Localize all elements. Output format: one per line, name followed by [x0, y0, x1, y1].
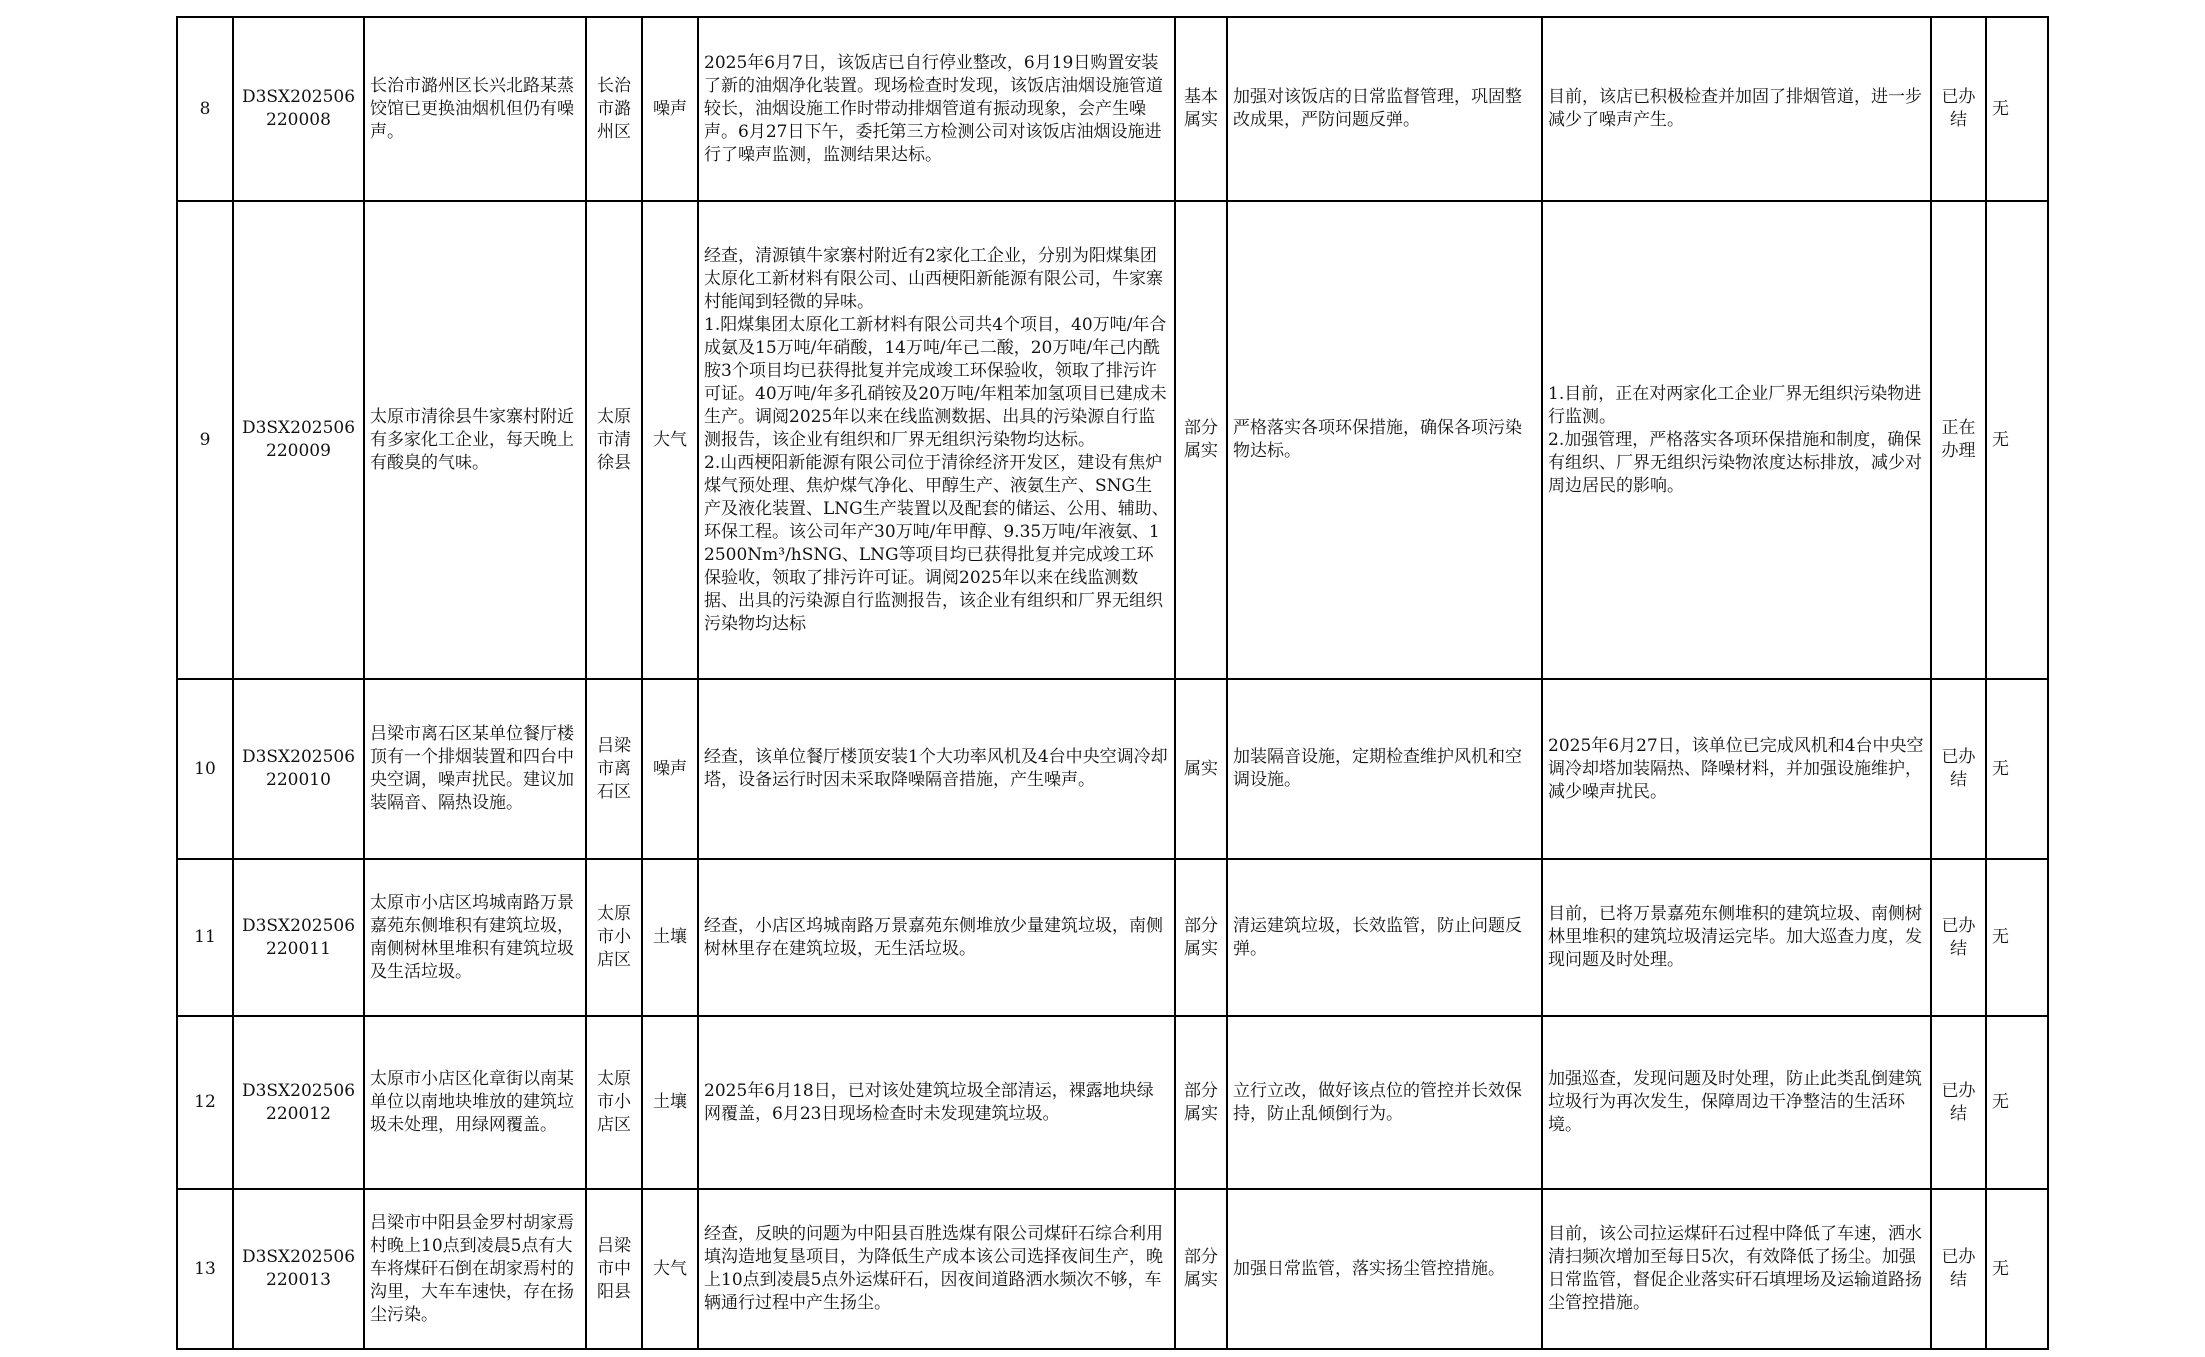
- row-number: 12: [177, 1016, 233, 1189]
- row-number: 13: [177, 1189, 233, 1349]
- case-code: D3SX202506220009: [233, 201, 364, 679]
- table-row: [177, 201, 2048, 679]
- verdict: 部分属实: [1175, 201, 1227, 679]
- measures-text: 严格落实各项环保措施，确保各项污染物达标。: [1227, 201, 1542, 679]
- case-code: D3SX202506220012: [233, 1016, 364, 1189]
- pollution-type: 土壤: [642, 1016, 698, 1189]
- progress-text: 目前，该店已积极检查并加固了排烟管道，进一步减少了噪声产生。: [1542, 17, 1931, 201]
- progress-text: 加强巡查，发现问题及时处理，防止此类乱倒建筑垃圾行为再次发生，保障周边干净整洁的生活环境。: [1542, 1016, 1931, 1189]
- status: 正在办理: [1931, 201, 1986, 679]
- pollution-type: 噪声: [642, 679, 698, 859]
- verdict: 基本属实: [1175, 17, 1227, 201]
- complaint-table: [176, 16, 2049, 1350]
- status: 已办结: [1931, 1016, 1986, 1189]
- investigation-text: 2025年6月7日，该饭店已自行停业整改，6月19日购置安装了新的油烟净化装置。现场检查时发现，该饭店油烟设施管道较长，油烟设施工作时带动排烟管道有振动现象，会产生噪声。6月27日下午，委托第三方检测公司对该饭店油烟设施进行了噪声监测，监测结果达标。: [698, 17, 1175, 201]
- case-code: D3SX202506220013: [233, 1189, 364, 1349]
- verdict: 部分属实: [1175, 859, 1227, 1016]
- issue-text: 吕梁市中阳县金罗村胡家焉村晚上10点到凌晨5点有大车将煤矸石倒在胡家焉村的沟里，大车车速快，存在扬尘污染。: [364, 1189, 586, 1349]
- table-row: [177, 1016, 2048, 1189]
- investigation-text: 经查，清源镇牛家寨村附近有2家化工企业，分别为阳煤集团太原化工新材料有限公司、山西梗阳新能源有限公司，牛家寨村能闻到轻微的异味。 1.阳煤集团太原化工新材料有限公司共4个项目，40万吨/年合成氨及15万吨/年硝酸，14万吨/年己二酸，20万吨/年己内酰胺3个项目均已获得批复并完成竣工环保验收，领取了排污许可证。40万吨/年多孔硝铵及20万吨/年粗苯加氢项目已建成未生产。调阅2025年以来在线监测数据、出具的污染源自行监测报告，该企业有组织和厂界无组织污染物均达标。 2.山西梗阳新能源有限公司位于清徐经济开发区，建设有焦炉煤气预处理、焦炉煤气净化、甲醇生产、液氨生产、SNG生产及液化装置、LNG生产装置以及配套的储运、公用、辅助、环保工程。该公司年产30万吨/年甲醇、9.35万吨/年液氨、12500Nm³/hSNG、LNG等项目均已获得批复并完成竣工环保验收，领取了排污许可证。调阅2025年以来在线监测数据、出具的污染源自行监测报告，该企业有组织和厂界无组织污染物均达标: [698, 201, 1175, 679]
- table-row: [177, 859, 2048, 1016]
- measures-text: 加装隔音设施，定期检查维护风机和空调设施。: [1227, 679, 1542, 859]
- case-code: D3SX202506220010: [233, 679, 364, 859]
- measures-text: 加强对该饭店的日常监督管理，巩固整改成果，严防问题反弹。: [1227, 17, 1542, 201]
- verdict: 部分属实: [1175, 1016, 1227, 1189]
- status: 已办结: [1931, 1189, 1986, 1349]
- investigation-text: 经查，小店区坞城南路万景嘉苑东侧堆放少量建筑垃圾，南侧树林里存在建筑垃圾，无生活垃圾。: [698, 859, 1175, 1016]
- accountability: 无: [1986, 679, 2048, 859]
- issue-text: 太原市清徐县牛家寨村附近有多家化工企业，每天晚上有酸臭的气味。: [364, 201, 586, 679]
- accountability: 无: [1986, 1189, 2048, 1349]
- table-row: [177, 17, 2048, 201]
- issue-text: 太原市小店区化章街以南某单位以南地块堆放的建筑垃圾未处理，用绿网覆盖。: [364, 1016, 586, 1189]
- progress-text: 2025年6月27日，该单位已完成风机和4台中央空调冷却塔加装隔热、降噪材料，并加强设施维护，减少噪声扰民。: [1542, 679, 1931, 859]
- verdict: 部分属实: [1175, 1189, 1227, 1349]
- progress-text: 目前，该公司拉运煤矸石过程中降低了车速，洒水清扫频次增加至每日5次，有效降低了扬尘。加强日常监管，督促企业落实矸石填埋场及运输道路扬尘管控措施。: [1542, 1189, 1931, 1349]
- pollution-type: 土壤: [642, 859, 698, 1016]
- table-row: [177, 1189, 2048, 1349]
- region: 太原市小店区: [586, 859, 642, 1016]
- pollution-type: 噪声: [642, 17, 698, 201]
- case-code: D3SX202506220011: [233, 859, 364, 1016]
- row-number: 8: [177, 17, 233, 201]
- progress-text: 1.目前，正在对两家化工企业厂界无组织污染物进行监测。 2.加强管理，严格落实各项环保措施和制度，确保有组织、厂界无组织污染物浓度达标排放，减少对周边居民的影响。: [1542, 201, 1931, 679]
- measures-text: 清运建筑垃圾，长效监管，防止问题反弹。: [1227, 859, 1542, 1016]
- row-number: 10: [177, 679, 233, 859]
- region: 吕梁市中阳县: [586, 1189, 642, 1349]
- status: 已办结: [1931, 17, 1986, 201]
- case-code: D3SX202506220008: [233, 17, 364, 201]
- row-number: 9: [177, 201, 233, 679]
- status: 已办结: [1931, 679, 1986, 859]
- measures-text: 加强日常监管，落实扬尘管控措施。: [1227, 1189, 1542, 1349]
- pollution-type: 大气: [642, 1189, 698, 1349]
- region: 太原市清徐县: [586, 201, 642, 679]
- region: 长治市潞州区: [586, 17, 642, 201]
- table-row: [177, 679, 2048, 859]
- region: 吕梁市离石区: [586, 679, 642, 859]
- row-number: 11: [177, 859, 233, 1016]
- accountability: 无: [1986, 201, 2048, 679]
- investigation-text: 经查，该单位餐厅楼顶安装1个大功率风机及4台中央空调冷却塔，设备运行时因未采取降噪隔音措施，产生噪声。: [698, 679, 1175, 859]
- investigation-text: 经查，反映的问题为中阳县百胜选煤有限公司煤矸石综合利用填沟造地复垦项目，为降低生产成本该公司选择夜间生产，晚上10点到凌晨5点外运煤矸石，因夜间道路洒水频次不够，车辆通行过程中产生扬尘。: [698, 1189, 1175, 1349]
- status: 已办结: [1931, 859, 1986, 1016]
- accountability: 无: [1986, 859, 2048, 1016]
- investigation-text: 2025年6月18日，已对该处建筑垃圾全部清运，裸露地块绿网覆盖，6月23日现场检查时未发现建筑垃圾。: [698, 1016, 1175, 1189]
- issue-text: 长治市潞州区长兴北路某蒸饺馆已更换油烟机但仍有噪声。: [364, 17, 586, 201]
- pollution-type: 大气: [642, 201, 698, 679]
- measures-text: 立行立改，做好该点位的管控并长效保持，防止乱倾倒行为。: [1227, 1016, 1542, 1189]
- region: 太原市小店区: [586, 1016, 642, 1189]
- accountability: 无: [1986, 1016, 2048, 1189]
- issue-text: 吕梁市离石区某单位餐厅楼顶有一个排烟装置和四台中央空调，噪声扰民。建议加装隔音、隔热设施。: [364, 679, 586, 859]
- accountability: 无: [1986, 17, 2048, 201]
- progress-text: 目前，已将万景嘉苑东侧堆积的建筑垃圾、南侧树林里堆积的建筑垃圾清运完毕。加大巡查力度，发现问题及时处理。: [1542, 859, 1931, 1016]
- verdict: 属实: [1175, 679, 1227, 859]
- issue-text: 太原市小店区坞城南路万景嘉苑东侧堆积有建筑垃圾，南侧树林里堆积有建筑垃圾及生活垃圾。: [364, 859, 586, 1016]
